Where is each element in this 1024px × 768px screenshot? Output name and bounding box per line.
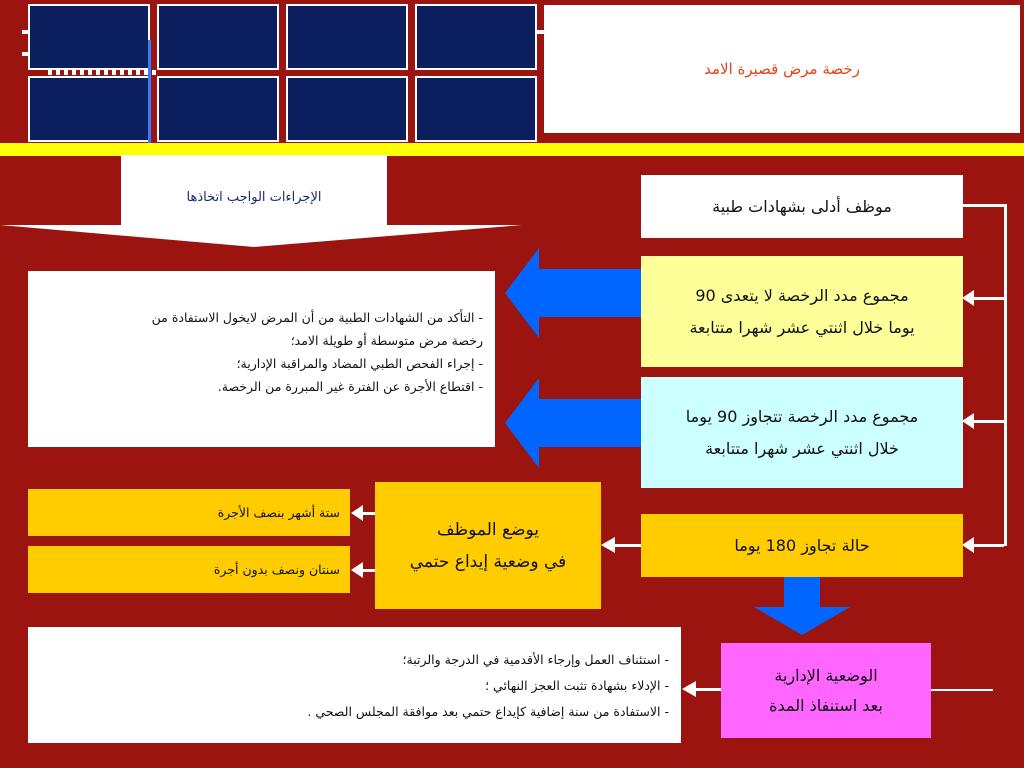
- placement-line: يوضع الموظف: [436, 519, 540, 540]
- connector: [361, 512, 375, 515]
- case-over-90-line: مجموع مدد الرخصة تتجاوز 90 يوما: [685, 406, 919, 426]
- tile-accent: [22, 30, 30, 34]
- case-180-box: حالة تجاوز 180 يوما: [641, 514, 963, 577]
- tile-accent: [148, 40, 151, 155]
- employee-box: موظف أدلى بشهادات طبية: [641, 175, 963, 238]
- arrow-left-2: [505, 378, 641, 468]
- connector: [361, 569, 375, 572]
- connector: [1004, 204, 1007, 546]
- final-option-item: - الاستفادة من سنة إضافية كإيداع حتمي بعد موافقة المجلس الصحي .: [307, 704, 669, 719]
- tile: [286, 76, 408, 142]
- connector-arrowhead: [962, 537, 974, 553]
- case-under-90-line: يوما خلال اثنتي عشر شهرا متتابعة: [689, 317, 915, 337]
- tile: [28, 4, 150, 70]
- tile-accent: [22, 52, 30, 56]
- tile: [157, 76, 279, 142]
- arrow-down: [752, 577, 852, 635]
- tile: [157, 4, 279, 70]
- tile: [286, 4, 408, 70]
- page-title: رخصة مرض قصيرة الامد: [544, 5, 1020, 133]
- admin-status-line: بعد استنفاذ المدة: [769, 695, 883, 715]
- final-option-item: - الإدلاء بشهادة تثبت العجز النهائي ؛: [485, 678, 669, 693]
- half-pay-box: ستة أشهر بنصف الأجرة: [28, 489, 350, 536]
- admin-status-line: الوضعية الإدارية: [774, 665, 878, 685]
- measure-item: - التأكد من الشهادات الطبية من أن المرض لايخول الاستفادة من: [151, 310, 483, 325]
- case-under-90-line: مجموع مدد الرخصة لا يتعدى 90: [695, 285, 909, 305]
- connector: [693, 688, 721, 691]
- connector-arrowhead: [962, 290, 974, 306]
- connector-arrowhead: [601, 537, 615, 553]
- no-pay-box: سنتان ونصف بدون أجرة: [28, 546, 350, 593]
- connector: [931, 689, 993, 691]
- placement-line: في وضعية إيداع حتمي: [409, 551, 567, 572]
- tile: [415, 76, 537, 142]
- measures-box: [28, 271, 495, 447]
- measure-item: رخصة مرض متوسطة أو طويلة الامد؛: [290, 333, 483, 348]
- case-over-90-box: [641, 377, 963, 488]
- case-over-90-line: خلال اثنتي عشر شهرا متتابعة: [705, 438, 899, 458]
- connector-arrowhead: [682, 681, 696, 697]
- placement-box: [375, 482, 601, 609]
- final-options-box: [28, 627, 681, 743]
- tile: [415, 4, 537, 70]
- connector: [963, 204, 1007, 207]
- measure-item: - إجراء الفحص الطبي المضاد والمراقبة الإدارية؛: [236, 356, 483, 371]
- connector-arrowhead: [351, 562, 363, 578]
- connector-arrowhead: [962, 413, 974, 429]
- case-under-90-box: [641, 256, 963, 367]
- connector-arrowhead: [351, 505, 363, 521]
- procedures-label: الإجراءات الواجب اتخاذها: [186, 189, 322, 205]
- arrow-left-1: [505, 248, 641, 338]
- admin-status-box: [721, 643, 931, 738]
- tile-accent: [48, 70, 158, 75]
- tile: [28, 76, 150, 142]
- measure-item: - اقتطاع الأجرة عن الفترة غير المبررة من الرخصة.: [217, 379, 483, 394]
- final-option-item: - استئناف العمل وإرجاء الأقدمية في الدرجة والرتبة؛: [402, 652, 669, 667]
- connector: [612, 544, 641, 547]
